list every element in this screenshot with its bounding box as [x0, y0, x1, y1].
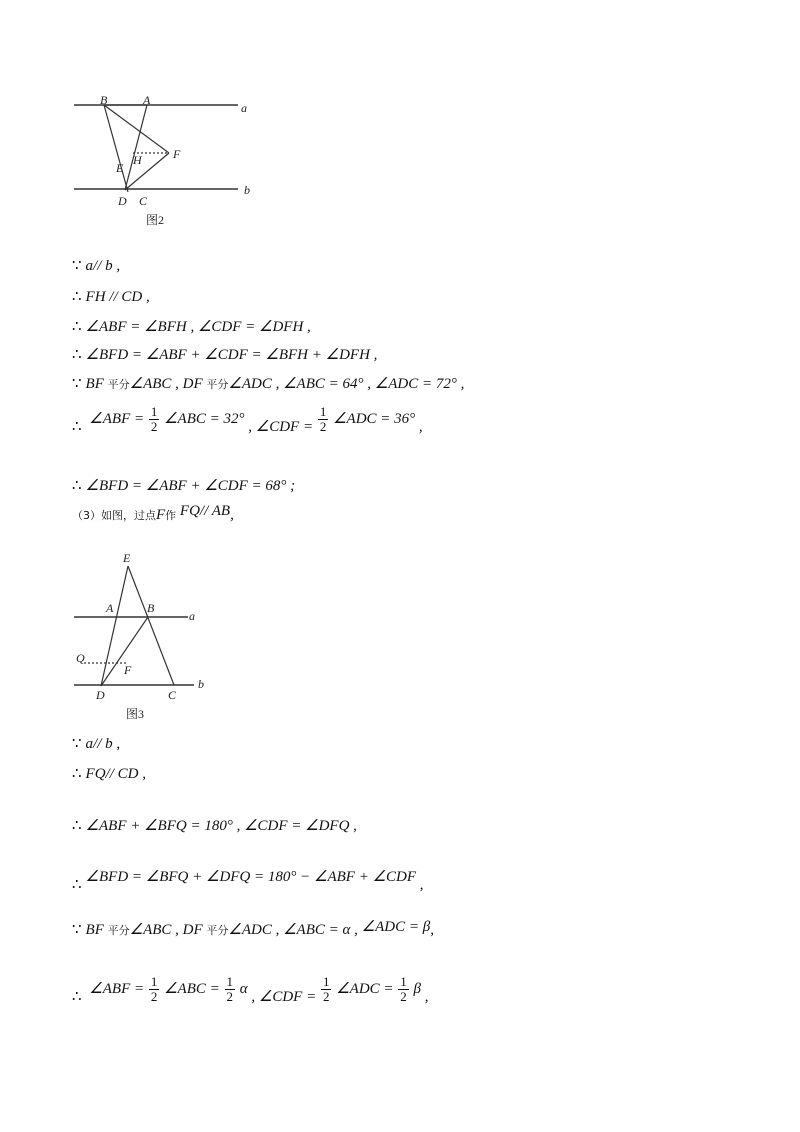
p3-intro: （3）如图，过点F作 FQ// AB, [72, 503, 234, 523]
fraction-one-half: $\frac{1}{2}$ [226, 974, 234, 1004]
p3-line-1: ∵ a// b , [72, 736, 121, 752]
label-C: C [168, 688, 177, 702]
fraction-one-half: $\frac{1}{2}$ [150, 404, 158, 434]
label-A: A [143, 93, 151, 107]
label-B: B [100, 93, 108, 107]
fraction-one-half: $\frac{1}{2}$ [400, 974, 407, 1004]
label-A: A [106, 601, 114, 615]
label-a: a [189, 609, 195, 623]
p3-line-6: ∴ ∠ABF = $\frac{1}{2}$ ∠ABC = $\frac{1}{2}$ α , ∠CDF = $\frac{1}{2}$ ∠ADC = $\frac{1}{2}$ β , [72, 974, 429, 1005]
fraction-one-half: $\frac{1}{2}$ [319, 404, 327, 434]
label-b: b [198, 677, 204, 691]
p2-line-5: ∵ BF 平分∠ABC , DF 平分∠ADC , ∠ABC = 64° , ∠ADC = 72° , [72, 376, 465, 392]
p2-line-4: ∴ ∠BFD = ∠ABF + ∠CDF = ∠BFH + ∠DFH , [72, 347, 378, 363]
figure-3-caption: 图3 [126, 707, 145, 721]
label-F: F [124, 663, 132, 677]
p2-line-1: ∵ a// b , [72, 258, 121, 274]
p3-line-3: ∴ ∠ABF + ∠BFQ = 180° , ∠CDF = ∠DFQ , [72, 818, 357, 834]
figure-2 [70, 92, 260, 232]
fraction-one-half: $\frac{1}{2}$ [150, 974, 158, 1004]
label-D: D [96, 688, 105, 702]
p2-line-3: ∴ ∠ABF = ∠BFH , ∠CDF = ∠DFH , [72, 319, 311, 335]
p3-line-5: ∵ BF 平分∠ABC , DF 平分∠ADC , ∠ABC = α , ∠ADC = β, [72, 919, 434, 938]
label-C: C [139, 194, 148, 208]
label-D: D [118, 194, 127, 208]
figure-3-diagram [70, 550, 220, 730]
fraction-one-half: $\frac{1}{2}$ [322, 974, 330, 1004]
p3-line-4: ∴ ∠BFD = ∠BFQ + ∠DFQ = 180° − ∠ABF + ∠CDF , [72, 869, 424, 893]
label-B: B [147, 601, 155, 615]
p2-line-6: ∴ ∠ABF = $\frac{1}{2}$ ∠ABC = 32° , ∠CDF = $\frac{1}{2}$ ∠ADC = 36° , [72, 404, 423, 435]
figure-3 [70, 550, 220, 730]
label-F: F [173, 147, 181, 161]
label-E: E [116, 161, 124, 175]
label-E: E [123, 551, 131, 565]
figure-2-caption: 图2 [146, 213, 165, 227]
p2-line-2: ∴ FH // CD , [72, 289, 150, 305]
label-a: a [241, 101, 247, 115]
label-b: b [244, 183, 250, 197]
p2-line-7: ∴ ∠BFD = ∠ABF + ∠CDF = 68° ; [72, 478, 296, 494]
label-Q: Q [76, 651, 85, 665]
p3-line-2: ∴ FQ// CD , [72, 766, 146, 782]
label-H: H [133, 153, 142, 167]
figure-2-diagram [70, 92, 260, 232]
